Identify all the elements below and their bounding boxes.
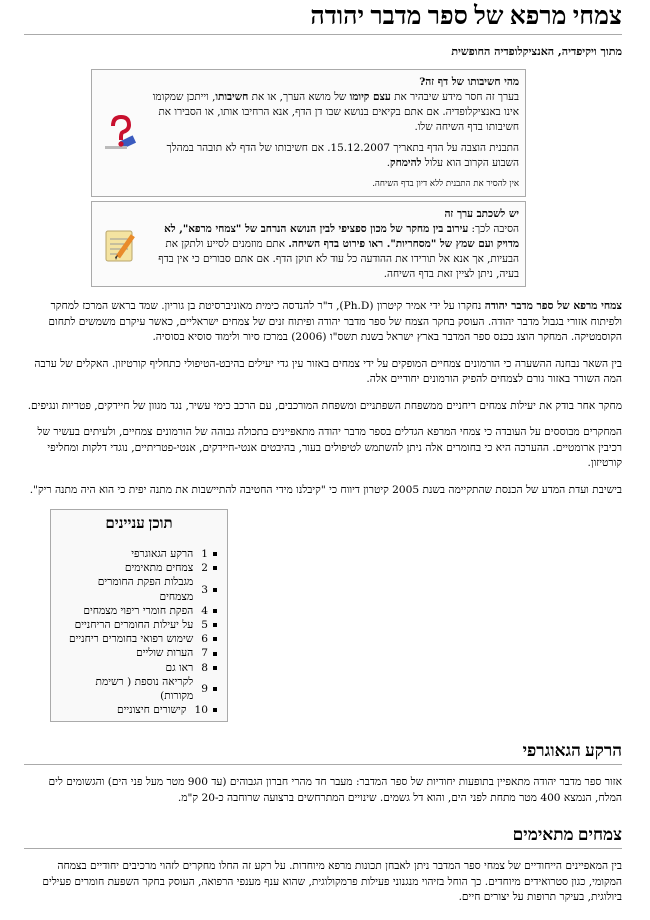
toc-list bbox=[61, 547, 217, 717]
bullet-icon bbox=[213, 552, 217, 556]
importance-notice-title: מהי חשיבותו של דף זה? bbox=[419, 76, 519, 88]
importance-notice-small: אין להסיר את התבנית ללא דיון בדף השיחה. bbox=[372, 179, 519, 189]
toc-item[interactable]: 3 מגבלות הפקת החומרים מצמחים bbox=[61, 575, 217, 603]
rewrite-notice-title: יש לשכתב ערך זה bbox=[444, 208, 519, 220]
rewrite-notice-body: הסיבה לכך: עירוב בין מחקר של מכון ספציפי לבין הנושא הנרחב של "צמחי מרפא", לא מדויק ועם שמץ של "מסחריות". ראו פירוט בדף השיחה. אתם מוזמנים לסייע ולתקן את הבעיות, אך אנא אל תורידו את ההודעה כל עוד לא תוקן הדף. אם אתם סבורים כי אין בדף בעיה, ניתן לציין זאת בדף השיחה. bbox=[158, 223, 519, 280]
importance-notice-text bbox=[149, 75, 519, 192]
intro-section bbox=[24, 299, 622, 498]
intro-paragraph: בישיבת ועדת המדע של הכנסת שהתקיימה בשנת 2005 קיטרון דיווח כי "קיבלנו מידי החטיבה להתיישבות את מתנה יפית כי הוא היה מתנה ריק". bbox=[29, 483, 622, 496]
table-of-contents bbox=[50, 509, 228, 722]
intro-paragraph: המחקרים מבוססים על העובדה כי צמחי המרפא הגדלים בספר מדבר יהודה מתאפיינים בתכולה גבוהה של הורמונים צמחיים, ולעיתים בעשיר של רכיבין ארומטיים. ההערכה היא כי בחומרים אלה ניתן להשתמש לטיפולים בעור, בהיבטים אנטי-חיידקים, אנטי-פטריתיים, נוגדי דלקות ומחליפי קורטיזון. bbox=[37, 426, 622, 469]
toc-item[interactable]: 2 צמחים מתאימים bbox=[61, 561, 217, 575]
deletion-link[interactable]: להימחק bbox=[390, 157, 422, 169]
rewrite-notice-text bbox=[149, 207, 519, 282]
importance-notice-date: התבנית הוצבה על הדף בתאריך 15.12.2007. אם חשיבותו של הדף לא תובהר במהלך השבוע הקרוב הוא עלול להימחק. bbox=[166, 142, 519, 169]
from-line: מתוך ויקיפדיה, האנציקלופדיה החופשית bbox=[451, 45, 622, 58]
bullet-icon bbox=[213, 588, 217, 592]
section-heading: צמחים מתאימים bbox=[24, 824, 622, 849]
importance-link[interactable]: חשיבותו bbox=[215, 91, 249, 103]
bullet-icon bbox=[213, 708, 217, 712]
toc-item[interactable]: 4 הפקת חומרי ריפוי מצמחים bbox=[61, 604, 217, 618]
bullet-icon bbox=[213, 666, 217, 670]
toc-item[interactable]: 9 לקריאה נוספת ( רשימת מקורות) bbox=[61, 675, 217, 703]
toc-item[interactable]: 1 הרקע הגאוגרפי bbox=[61, 547, 217, 561]
bullet-icon bbox=[213, 566, 217, 570]
page-title: צמחי מרפא של ספר מדבר יהודה bbox=[24, 0, 622, 35]
section-paragraph: בין המאפיינים הייחודיים של צמחי ספר המדבר ניתן לאבחן תכונות מרפא מיוחדות. על רקע זה החלו מחקרים לזהוי מרכיבים יחודיים בצמחה המקומי, כגון סטרואידים מיוחדים. כך הוחל בזיהוי מנגנוני פעילות פרמקולוגית, שהוא ענף מענפי הרפואה, העוסק בחקר השפעת חומרים פעילים ביולוגית, בעיקר תרופות על יצורים חיים. bbox=[42, 860, 622, 904]
section-paragraph: אזור ספר מדבר יהודה מתאפיין בתופעות יחודיות של ספר המדבר: מעבר חד מהרי חברון הגבוהים (עד 900 מטר מעל פני הים) והגשומים לים המלח, הנמצא 400 מטר מתחת לפני הים, והוא דל גשמים. שינויים המתרחשים ברצועה שרוחבה כ-20 ק"מ. bbox=[48, 776, 622, 804]
toc-title: תוכן עניינים bbox=[105, 516, 173, 532]
question-mark-icon bbox=[98, 75, 143, 192]
bullet-icon bbox=[213, 687, 217, 691]
intro-paragraph: צמחי מרפא של ספר מדבר יהודה נחקרו על ידי אמיר קיטרון (Ph.D), ד"ר להנדסה כימית מאוניברסיטת בן גוריון. שמד בראש המרכז למחקר ולפיתוח אזורי בגבול מדבר יהודה. העוסק בחקר הצמח של ספר מדבר יהודה ופיתוח זנים של צמחים ישראליים, כאשר עיקרם משמשים לתחום הקוסמטיקה. המחקר הוצג בכנס ספר המדבר בארץ ישראל בשנת תשס"ו (2006) במרכז סיור ולימוד סוסיא בסוסיה. bbox=[48, 300, 622, 343]
bullet-icon bbox=[213, 609, 217, 613]
toc-item[interactable]: 10 קישורים חיצוניים bbox=[61, 703, 217, 717]
intro-paragraph: בין השאר נבחנה ההשערה כי הורמונים צמחיים המופקים על ידי צמחים באזור עין גדי יעילים בהיבט-הטיפולי כתחליף קורטיזון. האקלים של ערבה המה השורר באזור גורם לצמחים להפיק הורמונים יחודיים אלה. bbox=[34, 357, 622, 385]
intro-paragraph: מחקר אחר בודק את יעילות צמחים ריחניים ממשפחת השפתניים ומשפחת המורכבים, עם הרכב כימי עשיר, נגד מגוון של חיידקים, פטריות ונגיפים. bbox=[27, 399, 622, 412]
toc-item[interactable]: 8 ראו גם bbox=[61, 661, 217, 675]
bullet-icon bbox=[213, 652, 217, 656]
section-geography bbox=[24, 740, 622, 806]
toc-item[interactable]: 6 שימוש רפואי בחומרים ריחניים bbox=[61, 632, 217, 646]
rewrite-notice bbox=[91, 201, 526, 287]
existence-link[interactable]: עצם קיומו bbox=[349, 91, 391, 103]
importance-notice bbox=[91, 69, 526, 197]
toc-item[interactable]: 5 על יעילות החומרים הריחניים bbox=[61, 618, 217, 632]
toc-item[interactable]: 7 הערות שוליים bbox=[61, 646, 217, 660]
bullet-icon bbox=[213, 623, 217, 627]
bullet-icon bbox=[213, 637, 217, 641]
section-heading: הרקע הגאוגרפי bbox=[24, 740, 622, 765]
section-plants bbox=[24, 824, 622, 906]
notepad-pencil-icon bbox=[98, 207, 143, 282]
importance-notice-body: בערך זה חסר מידע שיבהיר את עצם קיומו של מושא הערך, או את חשיבותו, וייתכן שמקומו אינו באנציקלופדיה. אם אתם בקיאים בנושא שבו דן הדף, אנא הרחיבו אותו, או הסבירו את חשיבותו בדף השיחה שלו. bbox=[152, 91, 519, 133]
